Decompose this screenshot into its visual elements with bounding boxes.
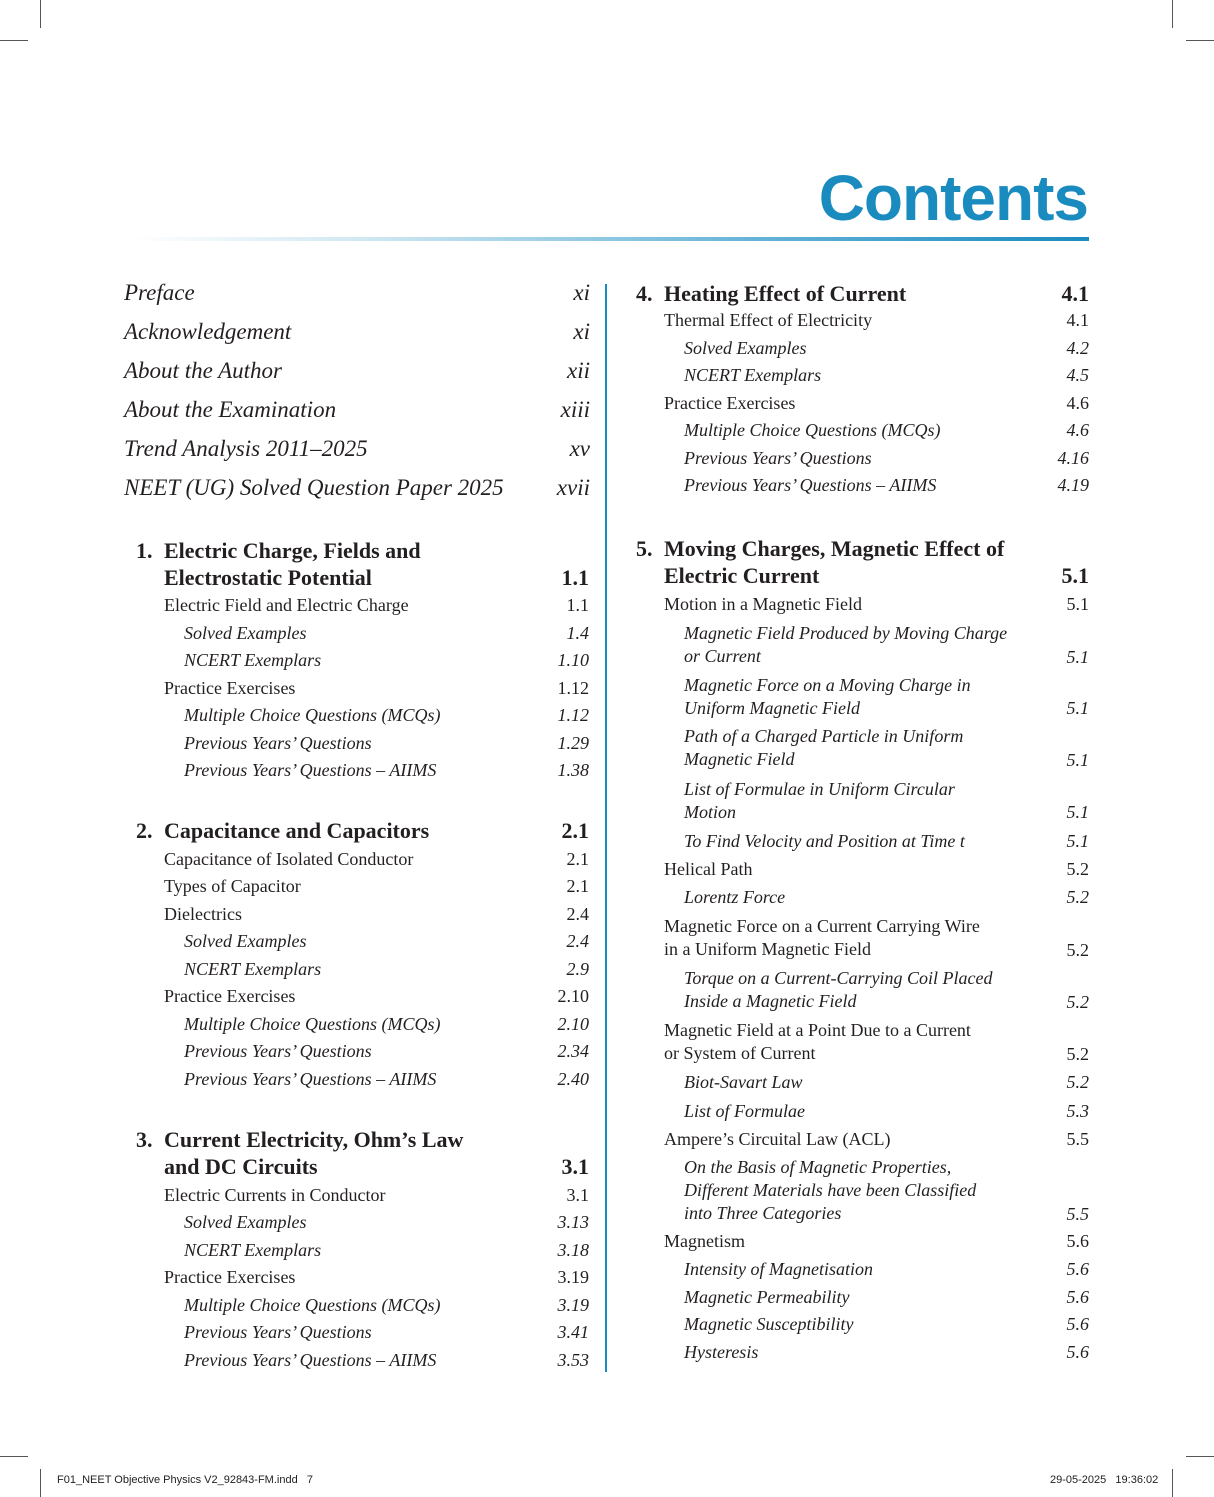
toc-page-number: 3.41 bbox=[557, 1322, 589, 1342]
toc-entry-title: Previous Years’ Questions bbox=[184, 733, 372, 753]
toc-page-number: 4.19 bbox=[1057, 475, 1089, 495]
toc-page-number: 3.19 bbox=[557, 1267, 589, 1287]
toc-entry-title: Types of Capacitor bbox=[164, 876, 301, 896]
toc-subsection[interactable] bbox=[184, 759, 589, 782]
toc-subsection[interactable] bbox=[684, 447, 1089, 470]
toc-entry-title: Previous Years’ Questions – AIIMS bbox=[184, 1350, 437, 1370]
toc-page-number: 5.6 bbox=[1066, 1231, 1089, 1251]
toc-page-number: 2.4 bbox=[566, 904, 589, 924]
crop-mark bbox=[40, 1469, 41, 1497]
chapter-title: Current Electricity, Ohm’s Law and DC Circuits bbox=[164, 1127, 464, 1179]
toc-page-number: 3.1 bbox=[566, 1185, 589, 1205]
toc-front-entry[interactable] bbox=[124, 280, 590, 306]
toc-page-number: 1.38 bbox=[557, 760, 589, 780]
toc-entry-title: Dielectrics bbox=[164, 904, 242, 924]
toc-section[interactable] bbox=[164, 903, 589, 926]
toc-entry-title: List of Formulae bbox=[684, 1101, 806, 1121]
toc-entry-title: Magnetic Field Produced by Moving Charge or Current bbox=[684, 623, 1008, 666]
toc-page-number: 5.1 bbox=[1066, 594, 1089, 614]
toc-page-number: 1.29 bbox=[557, 733, 589, 753]
toc-subsection[interactable] bbox=[684, 1071, 1089, 1094]
toc-page-number: 5.5 bbox=[1066, 1204, 1089, 1224]
toc-subsection[interactable] bbox=[184, 622, 589, 645]
toc-entry-title: Solved Examples bbox=[184, 623, 307, 643]
toc-page-number: 5.2 bbox=[1066, 940, 1089, 960]
toc-entry-title: Multiple Choice Questions (MCQs) bbox=[184, 1295, 441, 1315]
toc-subsection[interactable] bbox=[184, 1068, 589, 1091]
toc-subsection[interactable] bbox=[184, 1040, 589, 1063]
toc-entry-title: Torque on a Current-Carrying Coil Placed Inside a Magnetic Field bbox=[684, 968, 993, 1011]
toc-subsection[interactable] bbox=[684, 886, 1089, 909]
toc-entry-title: Intensity of Magnetisation bbox=[684, 1259, 873, 1279]
footer-timestamp: 29-05-2025 19:36:02 bbox=[1050, 1474, 1159, 1486]
toc-section[interactable] bbox=[164, 677, 589, 700]
toc-subsection[interactable] bbox=[184, 1321, 589, 1344]
column-divider bbox=[605, 284, 607, 1372]
toc-entry-title: Solved Examples bbox=[684, 338, 807, 358]
toc-entry-title: Previous Years’ Questions bbox=[684, 448, 872, 468]
toc-entry-title: Lorentz Force bbox=[684, 887, 786, 907]
chapter-number: 4. bbox=[636, 281, 653, 306]
toc-page-number: 5.2 bbox=[1066, 1044, 1089, 1064]
toc-entry-title: NEET (UG) Solved Question Paper 2025 bbox=[124, 475, 504, 500]
toc-section[interactable] bbox=[664, 915, 1089, 961]
toc-entry-title: Hysteresis bbox=[684, 1342, 759, 1362]
toc-entry-title: Thermal Effect of Electricity bbox=[664, 310, 873, 330]
toc-page-number: 5.3 bbox=[1066, 1101, 1089, 1121]
toc-section[interactable] bbox=[664, 1230, 1089, 1253]
chapter-page-number: 4.1 bbox=[1061, 281, 1089, 306]
toc-page-number: 1.12 bbox=[557, 705, 589, 725]
toc-entry-title: Multiple Choice Questions (MCQs) bbox=[184, 705, 441, 725]
toc-section[interactable] bbox=[164, 848, 589, 871]
toc-entry-title: Motion in a Magnetic Field bbox=[664, 594, 862, 614]
toc-subsection[interactable] bbox=[184, 1013, 589, 1036]
toc-entry-title: NCERT Exemplars bbox=[184, 959, 322, 979]
toc-entry-title: Solved Examples bbox=[184, 931, 307, 951]
toc-page-number: 5.2 bbox=[1066, 887, 1089, 907]
toc-page-number: 2.1 bbox=[566, 849, 589, 869]
toc-page-number: 2.10 bbox=[557, 1014, 589, 1034]
toc-entry-title: Practice Exercises bbox=[164, 1267, 296, 1287]
chapter-heading[interactable] bbox=[136, 817, 589, 844]
toc-page-number: 2.1 bbox=[566, 876, 589, 896]
toc-subsection[interactable] bbox=[684, 622, 1089, 668]
toc-page-number: 5.1 bbox=[1066, 647, 1089, 667]
toc-page-number: 3.53 bbox=[557, 1350, 589, 1370]
toc-entry-title: Solved Examples bbox=[184, 1212, 307, 1232]
chapter-title: Capacitance and Capacitors bbox=[164, 818, 430, 843]
toc-subsection[interactable] bbox=[184, 1239, 589, 1262]
toc-entry-title: NCERT Exemplars bbox=[184, 1240, 322, 1260]
toc-page-number: 1.4 bbox=[566, 623, 589, 643]
chapter-heading[interactable] bbox=[136, 537, 589, 591]
toc-page-number: 5.1 bbox=[1066, 698, 1089, 718]
toc-entry-title: NCERT Exemplars bbox=[184, 650, 322, 670]
toc-front-entry[interactable] bbox=[124, 436, 590, 462]
toc-subsection[interactable] bbox=[684, 1286, 1089, 1309]
toc-entry-title: NCERT Exemplars bbox=[684, 365, 822, 385]
toc-entry-title: Previous Years’ Questions – AIIMS bbox=[184, 760, 437, 780]
toc-front-entry[interactable] bbox=[124, 358, 590, 384]
toc-section[interactable] bbox=[664, 858, 1089, 881]
toc-entry-title: Electric Field and Electric Charge bbox=[164, 595, 409, 615]
chapter-page-number: 3.1 bbox=[561, 1154, 589, 1179]
toc-page-number: 2.40 bbox=[557, 1069, 589, 1089]
toc-entry-title: Acknowledgement bbox=[124, 319, 292, 344]
toc-page-number: 1.1 bbox=[566, 595, 589, 615]
toc-entry-title: Magnetic Force on a Moving Charge in Uniform Magnetic Field bbox=[684, 675, 971, 718]
chapter-page-number: 1.1 bbox=[561, 565, 589, 590]
toc-subsection[interactable] bbox=[684, 830, 1089, 853]
toc-front-entry[interactable] bbox=[124, 475, 590, 501]
toc-entry-title: Biot-Savart Law bbox=[684, 1072, 803, 1092]
toc-subsection[interactable] bbox=[684, 1100, 1089, 1123]
toc-entry-title: Previous Years’ Questions bbox=[184, 1322, 372, 1342]
toc-subsection[interactable] bbox=[684, 337, 1089, 360]
toc-entry-title: Practice Exercises bbox=[164, 678, 296, 698]
toc-entry-title: About the Examination bbox=[124, 397, 337, 422]
toc-page-number: xvii bbox=[556, 475, 590, 500]
toc-section[interactable] bbox=[664, 309, 1089, 332]
chapter-number: 3. bbox=[136, 1127, 153, 1152]
toc-subsection[interactable] bbox=[184, 958, 589, 981]
toc-entry-title: Helical Path bbox=[664, 859, 753, 879]
toc-page-number: 5.6 bbox=[1066, 1342, 1089, 1362]
page-title: Contents bbox=[818, 162, 1088, 234]
toc-page-number: 5.6 bbox=[1066, 1259, 1089, 1279]
toc-entry-title: Ampere’s Circuital Law (ACL) bbox=[664, 1129, 891, 1149]
toc-section[interactable] bbox=[164, 594, 589, 617]
toc-page-number: 2.4 bbox=[566, 931, 589, 951]
toc-entry-title: Magnetic Permeability bbox=[684, 1287, 850, 1307]
toc-page-number: 3.18 bbox=[557, 1240, 589, 1260]
toc-section[interactable] bbox=[664, 1019, 1089, 1065]
toc-page-number: 4.1 bbox=[1066, 310, 1089, 330]
toc-subsection[interactable] bbox=[184, 704, 589, 727]
toc-page-number: 5.2 bbox=[1066, 859, 1089, 879]
toc-front-entry[interactable] bbox=[124, 319, 590, 345]
toc-page-number: 5.1 bbox=[1066, 802, 1089, 822]
toc-subsection[interactable] bbox=[184, 1294, 589, 1317]
toc-page-number: xv bbox=[569, 436, 590, 461]
toc-page-number: 5.1 bbox=[1066, 750, 1089, 770]
toc-entry-title: Previous Years’ Questions – AIIMS bbox=[184, 1069, 437, 1089]
toc-subsection[interactable] bbox=[684, 725, 1089, 771]
toc-entry-title: To Find Velocity and Position at Time t bbox=[684, 831, 965, 851]
toc-entry-title: Magnetic Field at a Point Due to a Current or System of Current bbox=[664, 1020, 971, 1063]
crop-mark bbox=[40, 0, 41, 28]
toc-page-number: 3.19 bbox=[557, 1295, 589, 1315]
toc-page-number: xi bbox=[573, 280, 590, 305]
toc-subsection[interactable] bbox=[684, 364, 1089, 387]
toc-subsection[interactable] bbox=[684, 967, 1089, 1013]
toc-page-number: 5.6 bbox=[1066, 1314, 1089, 1334]
toc-entry-title: Trend Analysis 2011–2025 bbox=[124, 436, 368, 461]
toc-page-number: 4.5 bbox=[1066, 365, 1089, 385]
chapter-heading[interactable] bbox=[136, 1126, 589, 1180]
toc-subsection[interactable] bbox=[184, 1349, 589, 1372]
crop-mark bbox=[0, 40, 28, 41]
chapter-number: 1. bbox=[136, 538, 153, 563]
toc-page-number: 1.12 bbox=[557, 678, 589, 698]
toc-subsection[interactable] bbox=[684, 778, 1089, 824]
crop-mark bbox=[1186, 1456, 1214, 1457]
chapter-title: Heating Effect of Current bbox=[664, 281, 907, 306]
crop-mark bbox=[1172, 1469, 1173, 1497]
chapter-number: 2. bbox=[136, 818, 153, 843]
toc-entry-title: Previous Years’ Questions bbox=[184, 1041, 372, 1061]
toc-entry-title: About the Author bbox=[124, 358, 283, 383]
toc-section[interactable] bbox=[664, 1128, 1089, 1151]
toc-section[interactable] bbox=[664, 593, 1089, 616]
toc-subsection[interactable] bbox=[184, 930, 589, 953]
title-rule bbox=[130, 237, 1089, 241]
toc-page-number: 5.5 bbox=[1066, 1129, 1089, 1149]
toc-subsection[interactable] bbox=[184, 1211, 589, 1234]
toc-page-number: 2.10 bbox=[557, 986, 589, 1006]
toc-page-number: 5.1 bbox=[1066, 831, 1089, 851]
footer-file-info: F01_NEET Objective Physics V2_92843-FM.indd 7 bbox=[57, 1474, 313, 1486]
toc-entry-title: Practice Exercises bbox=[164, 986, 296, 1006]
toc-page-number: 1.10 bbox=[557, 650, 589, 670]
toc-section[interactable] bbox=[164, 985, 589, 1008]
toc-entry-title: On the Basis of Magnetic Properties, Different Materials have been Classified into Three Categories bbox=[684, 1157, 977, 1223]
chapter-page-number: 2.1 bbox=[561, 818, 589, 843]
toc-section[interactable] bbox=[164, 875, 589, 898]
toc-entry-title: Multiple Choice Questions (MCQs) bbox=[184, 1014, 441, 1034]
toc-entry-title: Path of a Charged Particle in Uniform Magnetic Field bbox=[684, 726, 964, 769]
toc-entry-title: Multiple Choice Questions (MCQs) bbox=[684, 420, 941, 440]
toc-page-number: xii bbox=[567, 358, 590, 383]
chapter-title: Moving Charges, Magnetic Effect of Electric Current bbox=[664, 536, 1005, 588]
toc-page-number: 2.34 bbox=[557, 1041, 589, 1061]
toc-subsection[interactable] bbox=[684, 474, 1089, 497]
toc-subsection[interactable] bbox=[684, 419, 1089, 442]
chapter-title: Electric Charge, Fields and Electrostatic Potential bbox=[164, 538, 421, 590]
toc-page-number: xi bbox=[573, 319, 590, 344]
toc-entry-title: Magnetic Force on a Current Carrying Wire in a Uniform Magnetic Field bbox=[664, 916, 980, 959]
toc-entry-title: Electric Currents in Conductor bbox=[164, 1185, 386, 1205]
toc-entry-title: Magnetism bbox=[664, 1231, 745, 1251]
toc-entry-title: Magnetic Susceptibility bbox=[684, 1314, 854, 1334]
toc-subsection[interactable] bbox=[184, 649, 589, 672]
toc-section[interactable] bbox=[164, 1184, 589, 1207]
chapter-heading[interactable] bbox=[636, 280, 1089, 307]
toc-section[interactable] bbox=[164, 1266, 589, 1289]
toc-page-number: xiii bbox=[560, 397, 590, 422]
toc-page-number: 3.13 bbox=[557, 1212, 589, 1232]
chapter-number: 5. bbox=[636, 536, 653, 561]
toc-entry-title: Practice Exercises bbox=[664, 393, 796, 413]
toc-page-number: 5.2 bbox=[1066, 992, 1089, 1012]
chapter-page-number: 5.1 bbox=[1061, 563, 1089, 588]
chapter-heading[interactable] bbox=[636, 535, 1089, 589]
toc-page-number: 5.6 bbox=[1066, 1287, 1089, 1307]
toc-front-entry[interactable] bbox=[124, 397, 590, 423]
crop-mark bbox=[1172, 0, 1173, 28]
toc-entry-title: Preface bbox=[124, 280, 195, 305]
toc-page-number: 4.6 bbox=[1066, 393, 1089, 413]
toc-page-number: 4.16 bbox=[1057, 448, 1089, 468]
toc-entry-title: List of Formulae in Uniform Circular Motion bbox=[684, 779, 955, 822]
toc-page-number: 2.9 bbox=[566, 959, 589, 979]
toc-subsection[interactable] bbox=[684, 1341, 1089, 1364]
toc-subsection[interactable] bbox=[184, 732, 589, 755]
toc-section[interactable] bbox=[664, 392, 1089, 415]
toc-subsection[interactable] bbox=[684, 1156, 1089, 1225]
toc-page-number: 4.2 bbox=[1066, 338, 1089, 358]
toc-page-number: 4.6 bbox=[1066, 420, 1089, 440]
toc-page-number: 5.2 bbox=[1066, 1072, 1089, 1092]
toc-subsection[interactable] bbox=[684, 1313, 1089, 1336]
crop-mark bbox=[1186, 40, 1214, 41]
toc-entry-title: Previous Years’ Questions – AIIMS bbox=[684, 475, 937, 495]
toc-subsection[interactable] bbox=[684, 674, 1089, 720]
crop-mark bbox=[0, 1456, 28, 1457]
toc-entry-title: Capacitance of Isolated Conductor bbox=[164, 849, 414, 869]
toc-subsection[interactable] bbox=[684, 1258, 1089, 1281]
